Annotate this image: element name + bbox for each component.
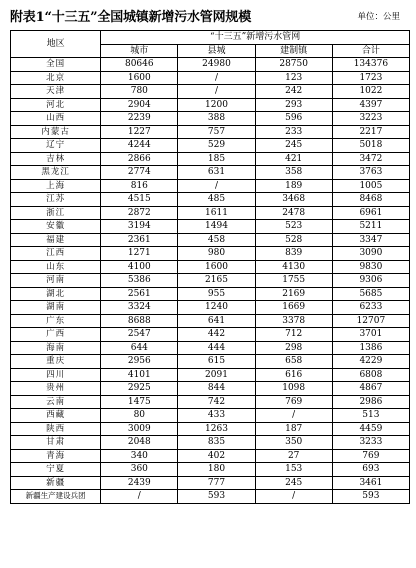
table-row (11, 463, 410, 477)
table-row (11, 58, 410, 72)
table-row (11, 341, 410, 355)
value-cell: 4100 (101, 260, 178, 274)
value-cell: 187 (255, 422, 332, 436)
value-cell: 8468 (332, 193, 409, 207)
region-cell: 贵州 (11, 382, 101, 396)
value-cell: 2239 (101, 112, 178, 126)
region-cell: 江西 (11, 247, 101, 261)
value-cell: 6233 (332, 301, 409, 315)
region-cell: 福建 (11, 233, 101, 247)
value-cell: 1475 (101, 395, 178, 409)
sewer-network-table (10, 30, 410, 504)
value-cell: 1600 (178, 260, 255, 274)
value-cell: 839 (255, 247, 332, 261)
value-cell: 180 (178, 463, 255, 477)
value-cell: 2091 (178, 368, 255, 382)
value-cell: 2165 (178, 274, 255, 288)
value-cell: 233 (255, 125, 332, 139)
value-cell: 980 (178, 247, 255, 261)
value-cell: 12707 (332, 314, 409, 328)
table-row (11, 422, 410, 436)
table-row (11, 409, 410, 423)
value-cell: 5685 (332, 287, 409, 301)
value-cell: 340 (101, 449, 178, 463)
value-cell: 1098 (255, 382, 332, 396)
value-cell: 28750 (255, 58, 332, 72)
value-cell: 245 (255, 476, 332, 490)
region-cell: 吉林 (11, 152, 101, 166)
value-cell: 4515 (101, 193, 178, 207)
value-cell: 1600 (101, 71, 178, 85)
table-row (11, 314, 410, 328)
table-row (11, 179, 410, 193)
value-cell: 2217 (332, 125, 409, 139)
value-cell: 4229 (332, 355, 409, 369)
value-cell: 153 (255, 463, 332, 477)
value-cell: 844 (178, 382, 255, 396)
region-cell: 江苏 (11, 193, 101, 207)
region-cell: 山东 (11, 260, 101, 274)
value-cell: 1263 (178, 422, 255, 436)
region-cell: 黑龙江 (11, 166, 101, 180)
table-row (11, 71, 410, 85)
value-cell: 6961 (332, 206, 409, 220)
value-cell: 513 (332, 409, 409, 423)
value-cell: 185 (178, 152, 255, 166)
table-row (11, 125, 410, 139)
value-cell: 528 (255, 233, 332, 247)
value-cell: 2561 (101, 287, 178, 301)
value-cell: 1240 (178, 301, 255, 315)
region-cell: 河北 (11, 98, 101, 112)
value-cell: 615 (178, 355, 255, 369)
value-cell: 4397 (332, 98, 409, 112)
table-row (11, 166, 410, 180)
region-cell: 宁夏 (11, 463, 101, 477)
table-row (11, 301, 410, 315)
value-cell: 2956 (101, 355, 178, 369)
header-town: 建制镇 (255, 44, 332, 58)
value-cell: 388 (178, 112, 255, 126)
region-cell: 甘肃 (11, 436, 101, 450)
table-row (11, 490, 410, 504)
region-cell: 河南 (11, 274, 101, 288)
value-cell: 1022 (332, 85, 409, 99)
value-cell: 80646 (101, 58, 178, 72)
value-cell: 4101 (101, 368, 178, 382)
header-city: 城市 (101, 44, 178, 58)
value-cell: 3472 (332, 152, 409, 166)
region-cell: 新疆生产建设兵团 (11, 490, 101, 504)
value-cell: 1227 (101, 125, 178, 139)
table-row (11, 355, 410, 369)
value-cell: 1271 (101, 247, 178, 261)
region-cell: 北京 (11, 71, 101, 85)
value-cell: 80 (101, 409, 178, 423)
value-cell: 123 (255, 71, 332, 85)
region-cell: 广东 (11, 314, 101, 328)
value-cell: 2361 (101, 233, 178, 247)
value-cell: 298 (255, 341, 332, 355)
value-cell: 3090 (332, 247, 409, 261)
value-cell: / (178, 179, 255, 193)
value-cell: 5211 (332, 220, 409, 234)
value-cell: 9306 (332, 274, 409, 288)
region-cell: 全国 (11, 58, 101, 72)
value-cell: 631 (178, 166, 255, 180)
value-cell: 769 (332, 449, 409, 463)
region-cell: 云南 (11, 395, 101, 409)
value-cell: 593 (332, 490, 409, 504)
value-cell: 3324 (101, 301, 178, 315)
value-cell: 523 (255, 220, 332, 234)
table-row (11, 260, 410, 274)
value-cell: 2925 (101, 382, 178, 396)
value-cell: 596 (255, 112, 332, 126)
table-row (11, 287, 410, 301)
value-cell: 742 (178, 395, 255, 409)
value-cell: 5018 (332, 139, 409, 153)
table-row (11, 382, 410, 396)
region-cell: 山西 (11, 112, 101, 126)
header-county: 县城 (178, 44, 255, 58)
value-cell: / (255, 409, 332, 423)
value-cell: 360 (101, 463, 178, 477)
table-row (11, 220, 410, 234)
table-row (11, 85, 410, 99)
value-cell: 1611 (178, 206, 255, 220)
value-cell: / (255, 490, 332, 504)
value-cell: 350 (255, 436, 332, 450)
value-cell: 442 (178, 328, 255, 342)
value-cell: 433 (178, 409, 255, 423)
table-body (11, 58, 410, 504)
table-row (11, 476, 410, 490)
value-cell: 2169 (255, 287, 332, 301)
value-cell: 769 (255, 395, 332, 409)
header-total: 合计 (332, 44, 409, 58)
value-cell: / (101, 490, 178, 504)
value-cell: / (178, 71, 255, 85)
value-cell: 2048 (101, 436, 178, 450)
region-cell: 海南 (11, 341, 101, 355)
table-row (11, 368, 410, 382)
table-row (11, 436, 410, 450)
value-cell: 8688 (101, 314, 178, 328)
value-cell: / (178, 85, 255, 99)
table-row (11, 274, 410, 288)
table-row (11, 112, 410, 126)
value-cell: 242 (255, 85, 332, 99)
value-cell: 293 (255, 98, 332, 112)
value-cell: 444 (178, 341, 255, 355)
value-cell: 2547 (101, 328, 178, 342)
value-cell: 402 (178, 449, 255, 463)
title-row (10, 6, 410, 26)
region-cell: 安徽 (11, 220, 101, 234)
value-cell: 777 (178, 476, 255, 490)
region-cell: 浙江 (11, 206, 101, 220)
value-cell: 27 (255, 449, 332, 463)
value-cell: 3378 (255, 314, 332, 328)
table-row (11, 139, 410, 153)
value-cell: 6808 (332, 368, 409, 382)
value-cell: 189 (255, 179, 332, 193)
table-title: 附表1“十三五”全国城镇新增污水管网规模 (10, 10, 252, 25)
value-cell: 816 (101, 179, 178, 193)
value-cell: 1669 (255, 301, 332, 315)
value-cell: 3347 (332, 233, 409, 247)
value-cell: 2439 (101, 476, 178, 490)
value-cell: 780 (101, 85, 178, 99)
value-cell: 4244 (101, 139, 178, 153)
region-cell: 陕西 (11, 422, 101, 436)
value-cell: 2866 (101, 152, 178, 166)
region-cell: 西藏 (11, 409, 101, 423)
value-cell: 485 (178, 193, 255, 207)
table-row (11, 328, 410, 342)
value-cell: 1723 (332, 71, 409, 85)
value-cell: 641 (178, 314, 255, 328)
value-cell: 593 (178, 490, 255, 504)
value-cell: 693 (332, 463, 409, 477)
value-cell: 616 (255, 368, 332, 382)
header-region: 地区 (11, 31, 101, 58)
region-cell: 辽宁 (11, 139, 101, 153)
value-cell: 1005 (332, 179, 409, 193)
region-cell: 新疆 (11, 476, 101, 490)
value-cell: 658 (255, 355, 332, 369)
value-cell: 245 (255, 139, 332, 153)
value-cell: 835 (178, 436, 255, 450)
region-cell: 青海 (11, 449, 101, 463)
value-cell: 3763 (332, 166, 409, 180)
value-cell: 9830 (332, 260, 409, 274)
value-cell: 712 (255, 328, 332, 342)
value-cell: 2872 (101, 206, 178, 220)
value-cell: 24980 (178, 58, 255, 72)
value-cell: 4130 (255, 260, 332, 274)
value-cell: 3701 (332, 328, 409, 342)
value-cell: 134376 (332, 58, 409, 72)
value-cell: 1755 (255, 274, 332, 288)
value-cell: 3233 (332, 436, 409, 450)
value-cell: 4459 (332, 422, 409, 436)
value-cell: 3461 (332, 476, 409, 490)
value-cell: 3194 (101, 220, 178, 234)
value-cell: 3468 (255, 193, 332, 207)
region-cell: 湖南 (11, 301, 101, 315)
region-cell: 广西 (11, 328, 101, 342)
value-cell: 644 (101, 341, 178, 355)
table-row (11, 233, 410, 247)
table-row (11, 206, 410, 220)
value-cell: 5386 (101, 274, 178, 288)
region-cell: 重庆 (11, 355, 101, 369)
value-cell: 3009 (101, 422, 178, 436)
value-cell: 955 (178, 287, 255, 301)
value-cell: 2774 (101, 166, 178, 180)
table-row (11, 395, 410, 409)
header-group: “十三五”新增污水管网 (101, 31, 410, 45)
value-cell: 757 (178, 125, 255, 139)
table-row (11, 152, 410, 166)
value-cell: 1386 (332, 341, 409, 355)
value-cell: 458 (178, 233, 255, 247)
region-cell: 内蒙古 (11, 125, 101, 139)
value-cell: 358 (255, 166, 332, 180)
unit-label: 单位：公里 (357, 12, 400, 22)
table-row (11, 193, 410, 207)
region-cell: 四川 (11, 368, 101, 382)
region-cell: 天津 (11, 85, 101, 99)
table-row (11, 247, 410, 261)
value-cell: 3223 (332, 112, 409, 126)
value-cell: 2986 (332, 395, 409, 409)
value-cell: 1200 (178, 98, 255, 112)
value-cell: 421 (255, 152, 332, 166)
region-cell: 湖北 (11, 287, 101, 301)
value-cell: 4867 (332, 382, 409, 396)
value-cell: 529 (178, 139, 255, 153)
table-row (11, 98, 410, 112)
region-cell: 上海 (11, 179, 101, 193)
value-cell: 2478 (255, 206, 332, 220)
table-row (11, 449, 410, 463)
value-cell: 2904 (101, 98, 178, 112)
value-cell: 1494 (178, 220, 255, 234)
